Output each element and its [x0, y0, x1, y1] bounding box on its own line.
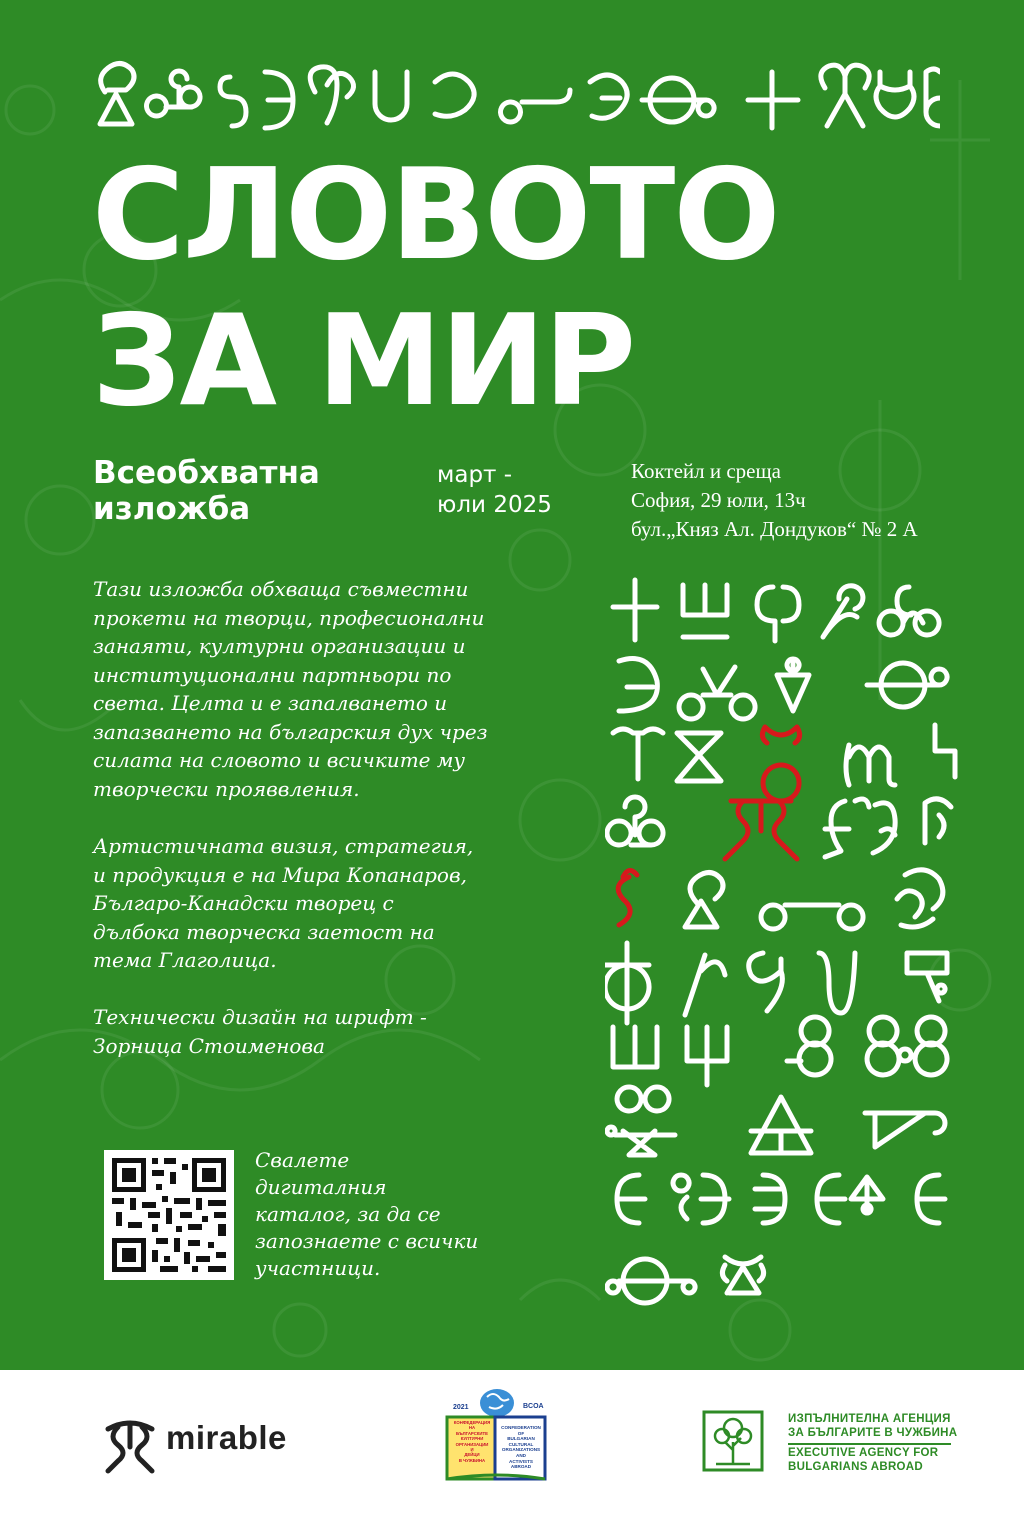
qr-text-line: дигиталния	[255, 1175, 387, 1199]
description-paragraph-2	[93, 832, 573, 975]
agency-name-bg-line-2: ЗА БЪЛГАРИТЕ В ЧУЖБИНА	[788, 1427, 958, 1439]
event-title: Коктейл и среща	[631, 459, 781, 483]
event-date-time: София, 29 юли, 13ч	[631, 488, 806, 512]
font-credit	[93, 1003, 573, 1060]
paragraph-line: Българо-Канадски творец с	[93, 891, 394, 915]
bcoa-text-line: BULGARIAN	[507, 1436, 535, 1442]
bcoa-bulgarian-name	[449, 1420, 495, 1463]
paragraph-line: тема Глаголица.	[93, 948, 277, 972]
title-line-2: ЗА МИР	[92, 287, 635, 434]
bcoa-text-line: CONFEDERATION	[501, 1425, 541, 1430]
bcoa-text-line: КОНФЕДЕРАЦИЯ	[453, 1420, 491, 1425]
paragraph-line: и продукция е на Мира Копанаров,	[93, 862, 467, 887]
glagolitic-glyph-row	[90, 52, 940, 132]
bcoa-abbreviation: BCOA	[523, 1403, 544, 1410]
paragraph-line: занаяти, културни организации и	[93, 634, 466, 658]
paragraph-line: Тази изложба обхваща съвместни	[93, 577, 469, 601]
bcoa-year: 2021	[453, 1404, 469, 1411]
dates-line-1: март -	[437, 462, 513, 488]
bcoa-text-line: БЪЛГАРСКИТЕ	[455, 1430, 488, 1436]
bcoa-text-line: ACTIVISTS	[509, 1458, 533, 1464]
exhibition-subtitle	[93, 455, 393, 527]
title-line-1: СЛОВОТО	[92, 141, 779, 288]
qr-text-line: участници.	[255, 1256, 381, 1280]
bcoa-text-line: OF	[517, 1430, 525, 1436]
qr-text-line: запознаете с всички	[255, 1229, 479, 1253]
bcoa-text-line: НА	[468, 1425, 476, 1431]
bcoa-english-name	[497, 1425, 545, 1470]
qr-text-line: Свалете	[255, 1148, 350, 1172]
bcoa-text-line: ОРГАНИЗАЦИИ	[455, 1441, 489, 1447]
bcoa-text-line: ABROAD	[510, 1464, 532, 1470]
subtitle-line-2: изложба	[93, 491, 251, 527]
event-details	[631, 457, 1011, 544]
bcoa-text-line: CULTURAL	[508, 1441, 534, 1447]
agency-name-bg-line-1: ИЗПЪЛНИТЕЛНА АГЕНЦИЯ	[788, 1413, 951, 1425]
agency-divider	[788, 1443, 951, 1445]
exhibition-dates	[437, 460, 587, 520]
glagolitic-alphabet-grid	[605, 575, 965, 1315]
paragraph-line: прокети на творци, професионални	[93, 605, 485, 630]
paragraph-line: Зорница Стоименова	[93, 1033, 325, 1058]
paragraph-line: запазването на българския дух чрез	[93, 719, 488, 744]
agency-name-en-line-2: BULGARIANS ABROAD	[788, 1461, 924, 1473]
tree-emblem-icon	[702, 1410, 764, 1472]
bcoa-text-line: В ЧУЖБИНА	[458, 1457, 486, 1463]
mirable-wordmark: mirable	[166, 1419, 287, 1456]
agency-name-en-line-1: EXECUTIVE AGENCY FOR	[788, 1447, 939, 1459]
bcoa-text-line: КУЛТУРНИ	[460, 1436, 484, 1442]
qr-code-icon	[104, 1150, 234, 1280]
bcoa-text-line: ДЕЙЦИ	[464, 1452, 480, 1458]
paragraph-line: Артистичната визия, стратегия,	[93, 834, 474, 858]
bcoa-text-line: И	[470, 1447, 474, 1453]
mirable-mark-icon	[100, 1415, 160, 1475]
paragraph-line: света. Целта и е запалването и	[93, 691, 448, 715]
paragraph-line: Технически дизайн на шрифт -	[93, 1005, 427, 1029]
paragraph-line: творчески прояввления.	[93, 776, 360, 801]
paragraph-line: дълбока творческа заетост на	[93, 919, 435, 944]
event-address: бул.„Княз Ал. Дондуков“ № 2 А	[631, 517, 918, 541]
dates-line-2: юли 2025	[437, 492, 552, 518]
paragraph-line: силата на словото и всичките му	[93, 748, 466, 772]
paragraph-line: институционални партньори по	[93, 662, 452, 687]
qr-download-text	[255, 1147, 545, 1282]
subtitle-line-1: Всеобхватна	[93, 455, 320, 491]
catalog-qr-code[interactable]	[104, 1150, 234, 1280]
bcoa-text-line: ORGANIZATIONS	[501, 1447, 541, 1453]
bcoa-text-line: AND	[516, 1452, 526, 1458]
description-paragraph-1	[93, 575, 573, 803]
qr-text-line: каталог, за да се	[255, 1202, 441, 1226]
